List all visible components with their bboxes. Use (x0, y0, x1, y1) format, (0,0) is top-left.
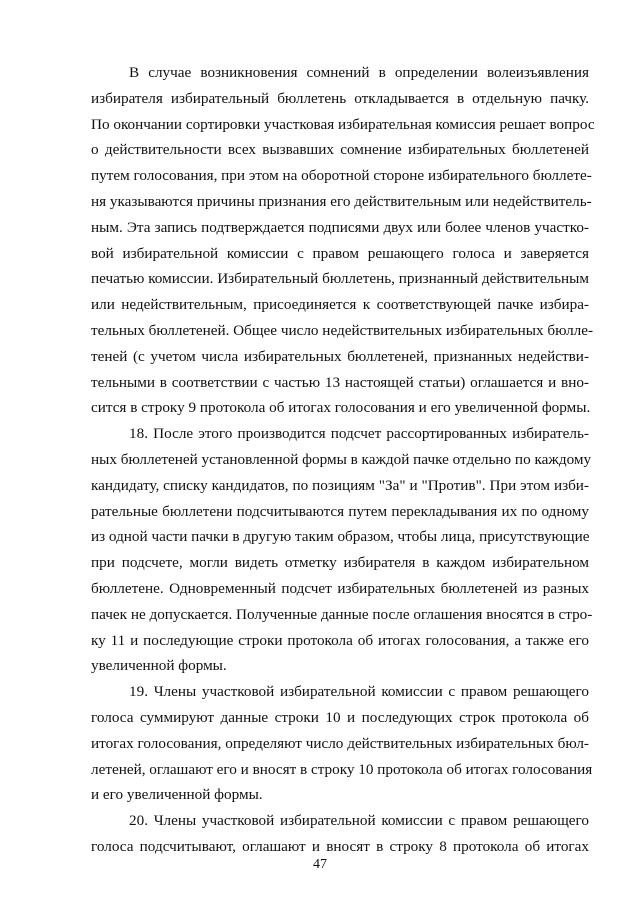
text-line: ку 11 и последующие строки протокола об итогах голосования, а также его (91, 631, 589, 649)
body-text (91, 60, 595, 860)
text-line: 18. После этого производится подсчет рассортированных избиратель- (129, 425, 589, 443)
text-line: 20. Члены участковой избирательной комиссии с правом решающего (129, 812, 589, 830)
text-line: голоса подсчитывают, оглашают и вносят в строку 8 протокола об итогах (91, 837, 589, 855)
text-line: теней (с учетом числа избирательных бюллетеней, признанных недействи- (91, 347, 589, 365)
paragraph (91, 421, 593, 679)
text-line: ных бюллетеней установленной формы в каждой пачке отдельно по каждому (91, 450, 592, 468)
text-line: По окончании сортировки участковая избирательная комиссия решает вопрос (91, 115, 595, 133)
text-line: летеней, оглашают его и вносят в строку 10 протокола об итогах голосования (91, 760, 593, 778)
text-line: ным. Эта запись подтверждается подписями двух или более членов участко- (91, 218, 589, 236)
text-line: увеличенной формы. (91, 657, 227, 675)
text-line: ня указываются причины признания его действительным или недействитель- (91, 192, 592, 210)
text-line: рательные бюллетени подсчитываются путем перекладывания их по одному (91, 502, 589, 520)
text-line: при подсчете, могли видеть отметку избирателя в каждом избирательном (91, 554, 589, 572)
text-line: В случае возникновения сомнений в определении волеизъявления (129, 64, 589, 81)
text-line: или недействительным, присоединяется к соответствующей пачке избира- (91, 296, 589, 314)
text-line: избирателя избирательный бюллетень откладывается в отдельную пачку. (91, 89, 589, 107)
text-line: из одной части пачки в другую таким образом, чтобы лица, присутствующие (91, 528, 590, 546)
paragraph (91, 679, 593, 808)
text-line: печатью комиссии. Избирательный бюллетень, признанный действительным (91, 270, 589, 288)
text-line: и его увеличенной формы. (91, 786, 263, 804)
text-line: пачек не допускается. Полученные данные после оглашения вносятся в стро- (91, 605, 593, 623)
text-line: тельными в соответствии с частью 13 настоящей статьи) оглашается и вно- (91, 373, 589, 391)
text-line: голоса суммируют данные строки 10 и последующих строк протокола об (91, 708, 589, 726)
text-line: о действительности всех вызвавших сомнение избирательных бюллетеней (91, 141, 589, 159)
text-line: итогах голосования, определяют число действительных избирательных бюл- (91, 734, 589, 752)
text-line: тельных бюллетеней. Общее число недействительных избирательных бюлле- (91, 321, 594, 339)
text-line: вой избирательной комиссии с правом решающего голоса и заверяется (91, 244, 589, 262)
text-line: путем голосования, при этом на оборотной стороне избирательного бюллете- (91, 167, 592, 185)
text-line: 19. Члены участковой избирательной комиссии с правом решающего (129, 683, 589, 701)
text-line: сится в строку 9 протокола об итогах голосования и его увеличенной формы. (91, 399, 591, 417)
text-line: кандидату, списку кандидатов, по позициям "За" и "Против". При этом изби- (91, 476, 589, 494)
page-number: 47 (313, 857, 327, 872)
paragraph (91, 808, 589, 860)
paragraph (91, 60, 595, 421)
text-line: бюллетене. Одновременный подсчет избирательных бюллетеней из разных (91, 579, 589, 597)
